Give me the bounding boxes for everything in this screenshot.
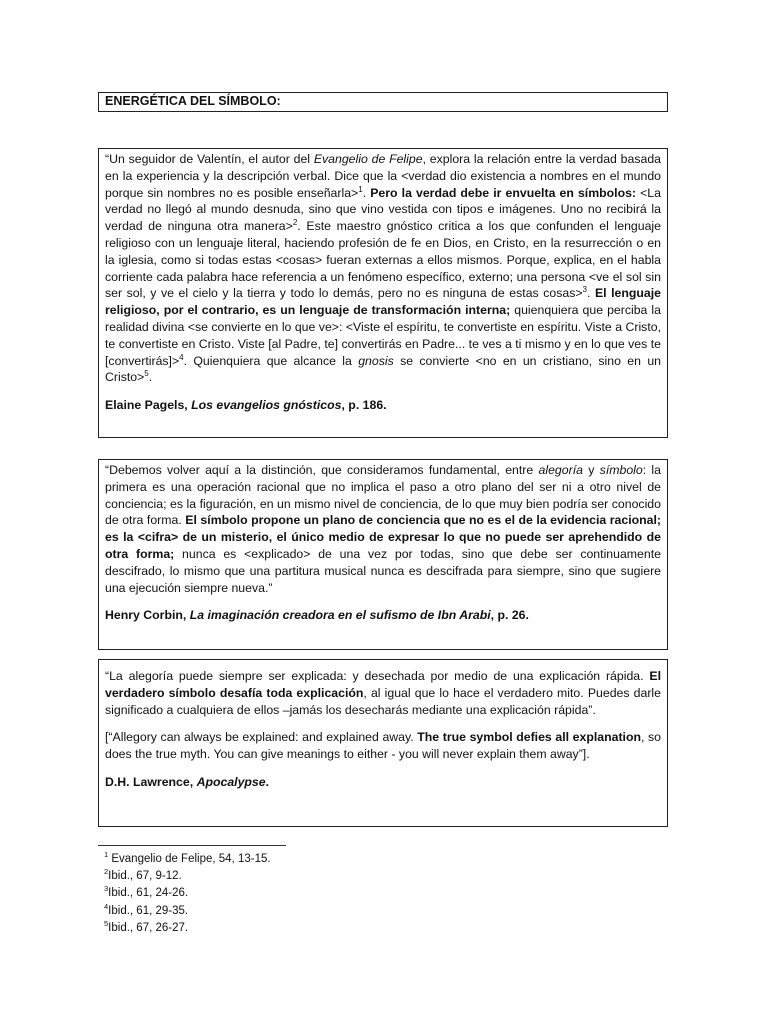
quote-box-corbin	[98, 459, 668, 650]
quote-translation: [“Allegory can always be explained: and explained away. The true symbol defies all explanation, so does the true myth. You can give meanings to either - you will never explain them away”].	[105, 730, 661, 762]
footnote-ref[interactable]: 3	[582, 285, 587, 295]
quote-box-lawrence	[98, 659, 668, 827]
quote-box-pagels	[98, 148, 668, 438]
footnote-item: $^2$Ibid., 67, 9-12.	[104, 867, 182, 883]
quote-text: “Un seguidor de Valentín, el autor del Evangelio de Felipe, explora la relación entre la verdad basada en la experiencia y la descripción verbal. Dice que la <verdad dio existencia a nombres en el mundo porque sin nombres no es posible enseñarla>$^1$. Pero la verdad debe ir envuelta en símbolos: <La verdad no llegó al mundo desnuda, sino que vino vestida con tipos e imágenes. Uno no recibirá la verdad de ninguna otra manera>$^2$. Este maestro gnóstico critica a los que confunden el lenguaje religioso con un lenguaje literal, haciendo profesión de fe en Dios, en Cristo, en la resurrección o en la iglesia, como si todas estas <cosas> fueran externas a ellos mismos. Porque, explica, en el habla corriente cada palabra hace referencia a un fenómeno específico, externo; una persona <ve el sol sin ser sol, y ve el cielo y la tierra y todo lo demás, pero no es ninguna de estas cosas>$^3$. El lenguaje religioso, por el contrario, es un lenguaje de transformación interna; quienquiera que perciba la realidad divina <se convierte en lo que ve>: <Viste el espíritu, te convertiste en espíritu. Viste a Cristo, te convertiste en Cristo. Viste [al Padre, te] convertirás en Padre... te ves a ti mismo y en lo que ves te [convertirás]>$^4$. Quienquiera que alcance la gnosis se convierte <no en un cristiano, sino en un Cristo>$^5$.	[105, 152, 662, 385]
quote-attribution: D.H. Lawrence, Apocalypse.	[105, 774, 270, 789]
quote-attribution: Henry Corbin, La imaginación creadora en el sufismo de Ibn Arabi, p. 26.	[105, 608, 529, 623]
quote-text: “Debemos volver aquí a la distinción, que consideramos fundamental, entre alegoría y símbolo: la primera es una operación racional que no implica el paso a otro plano del ser ni a otro nivel de conciencia; es la figuración, en un mismo nivel de conciencia, de lo que muy bien podría ser conocido de otra forma. El símbolo propone un plano de conciencia que no es el de la evidencia racional; es la <cifra> de un misterio, el único medio de expresar lo que no puede ser aprehendido de otra forma; nunca es <explicado> de una vez por todas, sino que debe ser continuamente descifrado, lo mismo que una partitura musical nunca es descifrada para siempre, sino que sugiere una ejecución siempre nueva.”	[105, 463, 661, 595]
footnote-ref[interactable]: 4	[179, 352, 184, 362]
footnote-ref[interactable]: 5	[144, 369, 149, 379]
quote-text: “La alegoría puede siempre ser explicada: y desechada por medio de una explicación rápida. El verdadero símbolo desafía toda explicación, al igual que lo hace el verdadero mito. Puedes darle significado a cualquiera de ellos –jamás los desecharás mediante una explicación rápida”.	[105, 669, 661, 717]
footnote-item: $^4$Ibid., 61, 29-35.	[104, 901, 189, 917]
footnote-item: $^5$Ibid., 67, 26-27.	[104, 918, 189, 934]
footnote-item: $^3$Ibid., 61, 24-26.	[104, 884, 189, 900]
quote-attribution: Elaine Pagels, Los evangelios gnósticos, p. 186.	[105, 398, 387, 413]
footnote-ref[interactable]: 1	[358, 184, 363, 194]
section-heading: ENERGÉTICA DEL SÍMBOLO:	[105, 94, 281, 108]
footnote-separator	[98, 845, 286, 846]
footnote-item: $^1$ Evangelio de Felipe, 54, 13-15.	[104, 850, 271, 865]
footnote-ref[interactable]: 2	[292, 218, 298, 228]
section-heading-box	[98, 92, 668, 112]
footnotes	[104, 851, 271, 937]
